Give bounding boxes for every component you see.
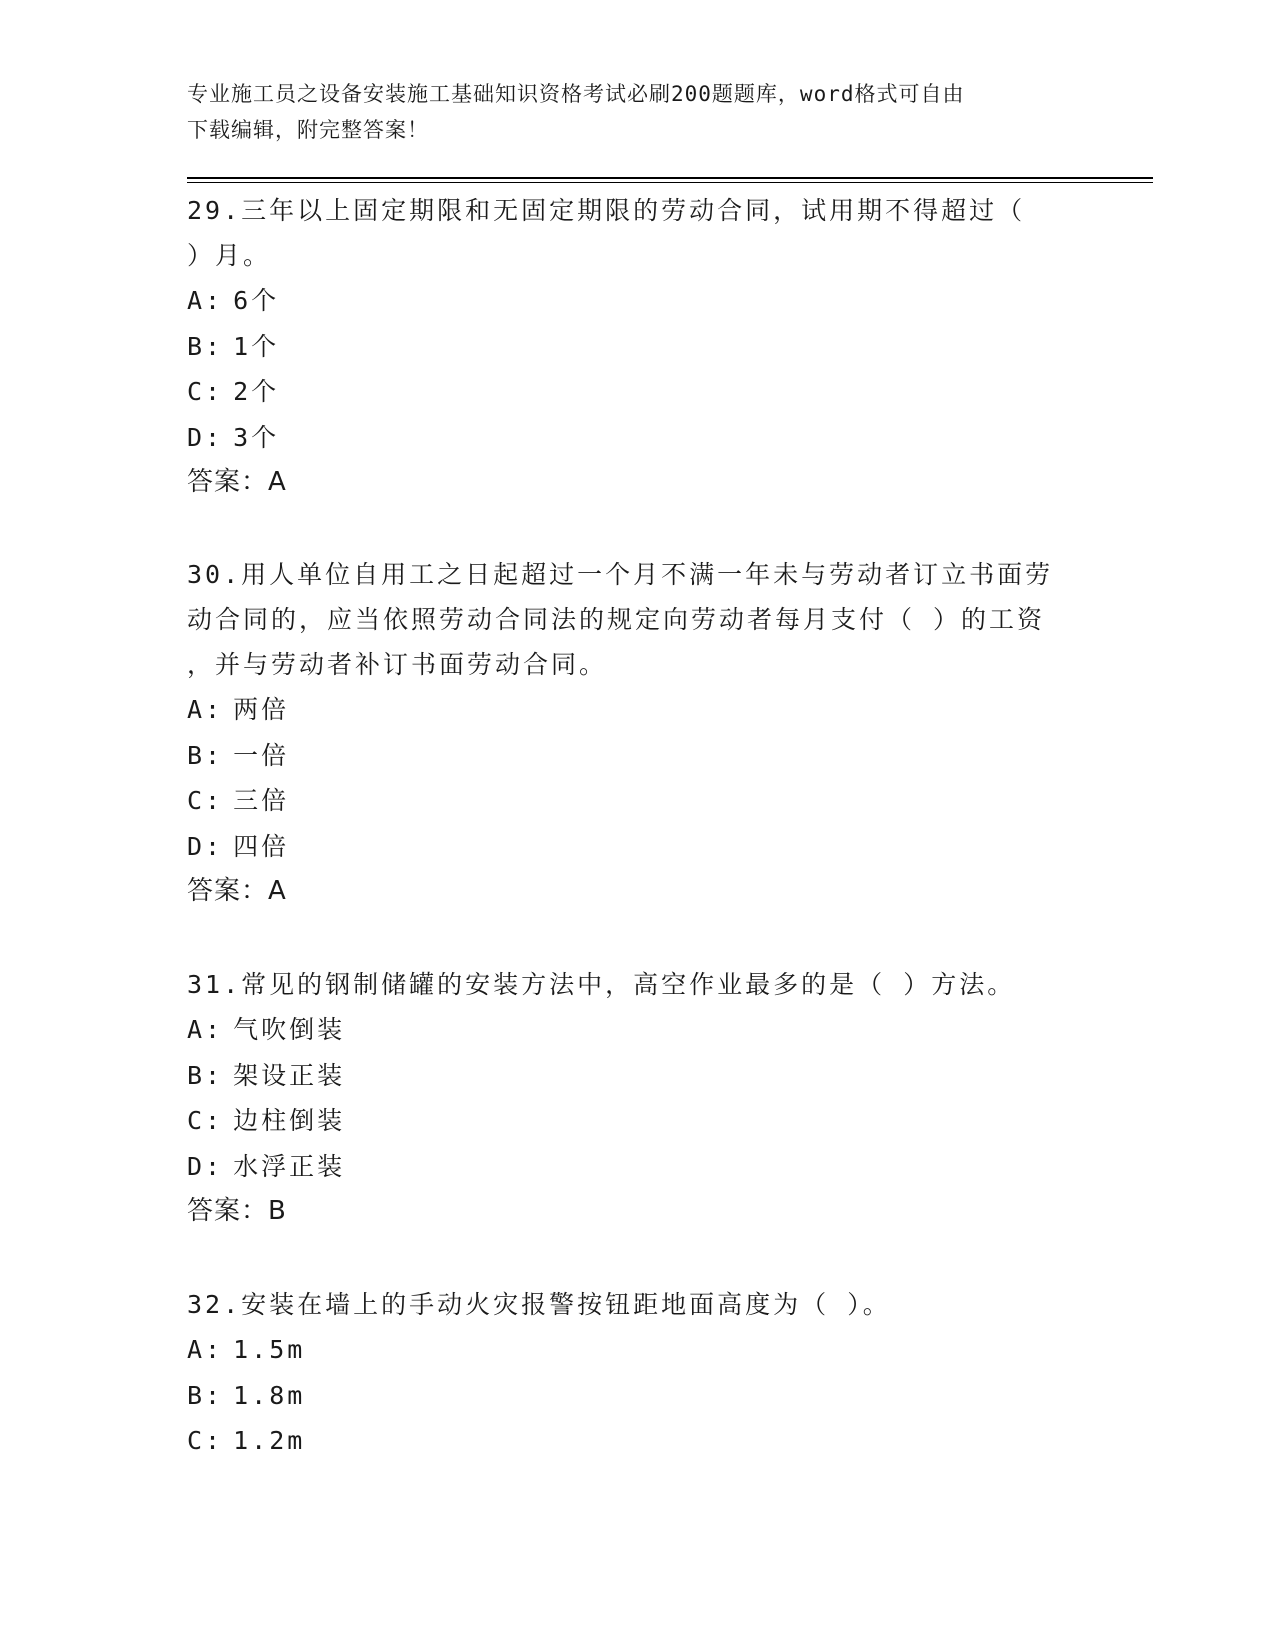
option-label: C:	[187, 1106, 224, 1135]
option-label: D:	[187, 831, 224, 861]
question-text-line: ，并与劳动者补订书面劳动合同。	[187, 650, 608, 679]
option-value: 四倍	[233, 831, 290, 861]
option-value: 一倍	[233, 740, 290, 770]
header-line-1: 专业施工员之设备安装施工基础知识资格考试必刷200题题库，word格式可自由	[187, 82, 965, 106]
option-label: B:	[187, 331, 224, 361]
answer: 答案：A	[187, 467, 287, 497]
option-value: 2个	[233, 377, 280, 406]
option-label: B:	[187, 740, 224, 770]
option-label: B:	[187, 1060, 224, 1090]
option-value: 边柱倒装	[233, 1106, 346, 1135]
option-value: 3个	[233, 422, 280, 452]
answer: 答案：A	[187, 876, 287, 906]
option-label: A:	[187, 286, 224, 315]
option-c	[187, 778, 1087, 824]
question-text-line: 29.三年以上固定期限和无固定期限的劳动合同，试用期不得超过（	[187, 196, 1026, 225]
option-value: 气吹倒装	[233, 1015, 346, 1044]
option-label: D:	[187, 1151, 224, 1181]
option-value: 水浮正装	[233, 1151, 346, 1181]
option-d	[187, 415, 1087, 461]
question-text-line: 30.用人单位自用工之日起超过一个月不满一年未与劳动者订立书面劳	[187, 560, 1054, 589]
option-value: 1.5m	[233, 1335, 306, 1364]
option-c	[187, 1098, 1087, 1144]
option-value: 三倍	[233, 786, 290, 815]
option-value: 两倍	[233, 695, 290, 724]
question-text-line: 动合同的，应当依照劳动合同法的规定向劳动者每月支付（ ）的工资	[187, 605, 1046, 634]
option-value: 6个	[233, 286, 280, 315]
question-text-line: ）月。	[187, 241, 272, 270]
question-32	[187, 1282, 1087, 1464]
header-rule-thick	[187, 177, 1153, 179]
option-value: 架设正装	[233, 1060, 346, 1090]
header-line-2: 下载编辑，附完整答案！	[187, 118, 429, 142]
option-a	[187, 278, 1087, 324]
option-label: C:	[187, 786, 224, 815]
question-text-line: 31.常见的钢制储罐的安装方法中，高空作业最多的是（ ）方法。	[187, 970, 1016, 999]
option-value: 1个	[233, 331, 280, 361]
option-a	[187, 1007, 1087, 1053]
option-label: D:	[187, 422, 224, 452]
option-label: C:	[187, 377, 224, 406]
answer: 答案：B	[187, 1196, 287, 1226]
option-value: 1.2m	[233, 1426, 306, 1455]
option-label: A:	[187, 695, 224, 724]
option-a	[187, 687, 1087, 733]
option-d	[187, 824, 1087, 870]
option-a	[187, 1327, 1087, 1373]
option-b	[187, 324, 1087, 370]
option-d	[187, 1144, 1087, 1190]
option-c	[187, 1418, 1087, 1464]
option-label: A:	[187, 1015, 224, 1044]
option-label: A:	[187, 1335, 224, 1364]
document-header	[187, 76, 1087, 148]
question-29	[187, 188, 1087, 505]
option-c	[187, 369, 1087, 415]
option-b	[187, 1053, 1087, 1099]
question-30	[187, 552, 1087, 914]
option-b	[187, 733, 1087, 779]
question-31	[187, 962, 1087, 1234]
option-label: B:	[187, 1380, 224, 1410]
header-rule-thin	[187, 182, 1153, 183]
option-label: C:	[187, 1426, 224, 1455]
question-text-line: 32.安装在墙上的手动火灾报警按钮距地面高度为（ ）。	[187, 1290, 891, 1319]
option-value: 1.8m	[233, 1380, 306, 1410]
option-b	[187, 1373, 1087, 1419]
